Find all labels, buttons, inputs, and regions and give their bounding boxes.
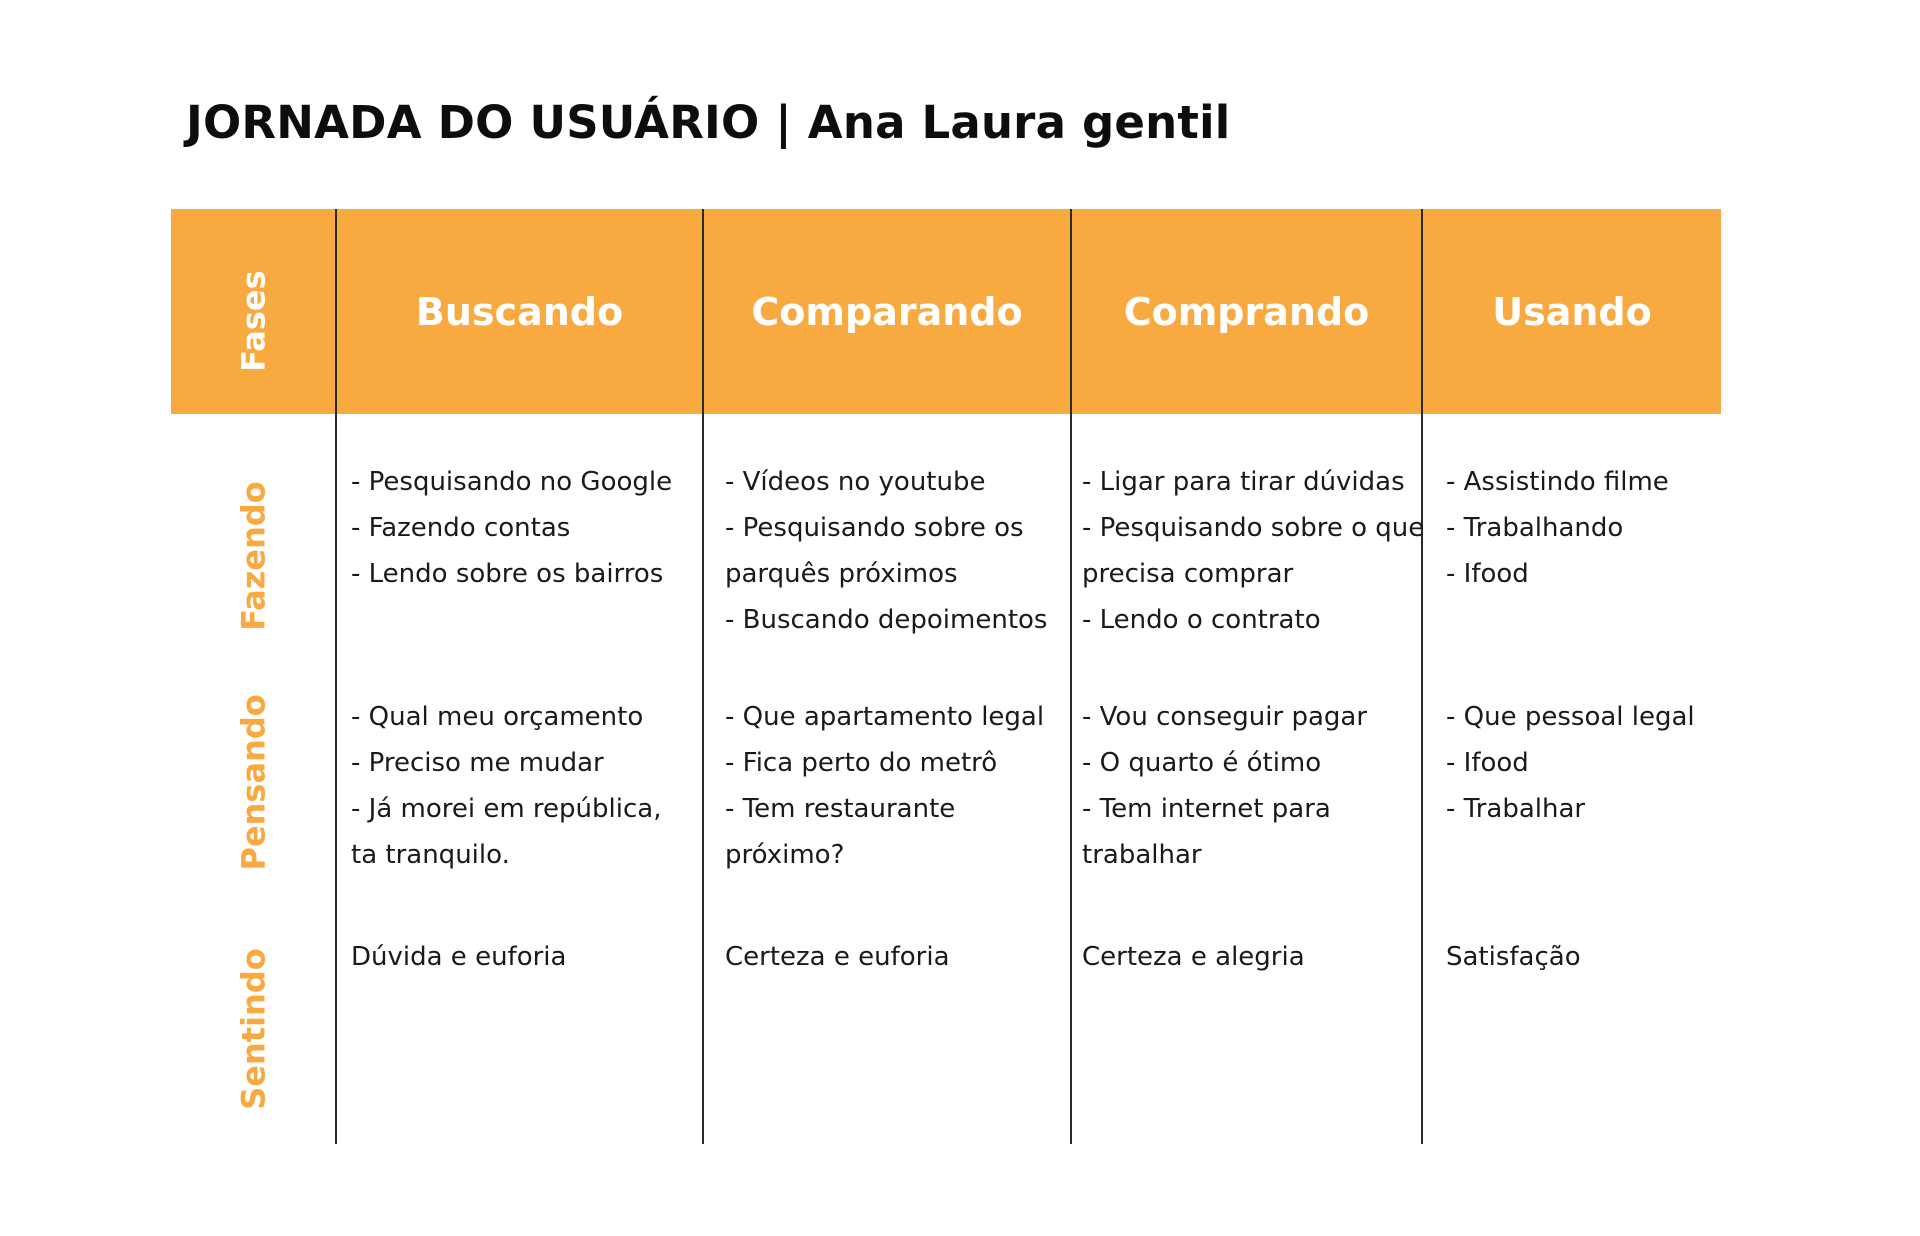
row-label-fazendo: Fazendo	[234, 481, 273, 631]
cell-line: - Lendo o contrato	[1082, 605, 1321, 635]
cell-buscando-sentindo	[351, 934, 701, 980]
cell-line: Dúvida e euforia	[351, 942, 567, 972]
cell-line: - Fica perto do metrô	[725, 748, 998, 778]
cell-line: - Trabalhando	[1446, 513, 1624, 543]
cell-line: - Assistindo filme	[1446, 467, 1669, 497]
cell-comparando-fazendo	[725, 459, 1070, 643]
cell-line: - Fazendo contas	[351, 513, 571, 543]
cell-line: - Pesquisando sobre o que	[1082, 513, 1425, 543]
cell-line: - Vou conseguir pagar	[1082, 702, 1368, 732]
cell-line: Certeza e euforia	[725, 942, 950, 972]
cell-line: próximo?	[725, 840, 845, 870]
cell-line: - Qual meu orçamento	[351, 702, 644, 732]
cell-line: - Buscando depoimentos	[725, 605, 1048, 635]
cell-line: - Que pessoal legal	[1446, 702, 1695, 732]
cell-comprando-fazendo	[1082, 459, 1427, 643]
cell-comparando-sentindo	[725, 934, 1070, 980]
cell-line: - Lendo sobre os bairros	[351, 559, 664, 589]
cell-line: ta tranquilo.	[351, 840, 510, 870]
row-label-sentindo: Sentindo	[234, 948, 273, 1110]
cell-line: - Já morei em república,	[351, 794, 662, 824]
cell-usando-fazendo	[1446, 459, 1716, 597]
cell-line: - Que apartamento legal	[725, 702, 1045, 732]
cell-line: - Vídeos no youtube	[725, 467, 986, 497]
cell-comprando-sentindo	[1082, 934, 1427, 980]
cell-comparando-pensando	[725, 694, 1070, 878]
cell-line: - Ifood	[1446, 748, 1529, 778]
cell-line: Satisfação	[1446, 942, 1581, 972]
cell-comprando-pensando	[1082, 694, 1427, 878]
phase-header-buscando: Buscando	[415, 289, 624, 334]
cell-usando-sentindo	[1446, 934, 1716, 980]
cell-buscando-pensando	[351, 694, 701, 878]
cell-line: precisa comprar	[1082, 559, 1294, 589]
cell-line: - Tem restaurante	[725, 794, 956, 824]
cell-line: - O quarto é ótimo	[1082, 748, 1322, 778]
cell-line: parquês próximos	[725, 559, 958, 589]
cell-line: - Pesquisando sobre os	[725, 513, 1024, 543]
cell-line: - Trabalhar	[1446, 794, 1586, 824]
phase-header-comprando: Comprando	[1123, 289, 1370, 334]
page-title: JORNADA DO USUÁRIO | Ana Laura gentil	[186, 96, 1231, 149]
cell-line: - Tem internet para	[1082, 794, 1331, 824]
cell-usando-pensando	[1446, 694, 1716, 832]
phase-header-usando: Usando	[1492, 289, 1652, 334]
row-label-pensando: Pensando	[234, 694, 273, 871]
cell-line: - Ifood	[1446, 559, 1529, 589]
cell-line: - Preciso me mudar	[351, 748, 604, 778]
cell-line: Certeza e alegria	[1082, 942, 1305, 972]
cell-line: trabalhar	[1082, 840, 1202, 870]
cell-buscando-fazendo	[351, 459, 701, 597]
cell-line: - Ligar para tirar dúvidas	[1082, 467, 1405, 497]
row-label-fases: Fases	[234, 270, 273, 372]
cell-line: - Pesquisando no Google	[351, 467, 673, 497]
phase-header-comparando: Comparando	[751, 289, 1023, 334]
